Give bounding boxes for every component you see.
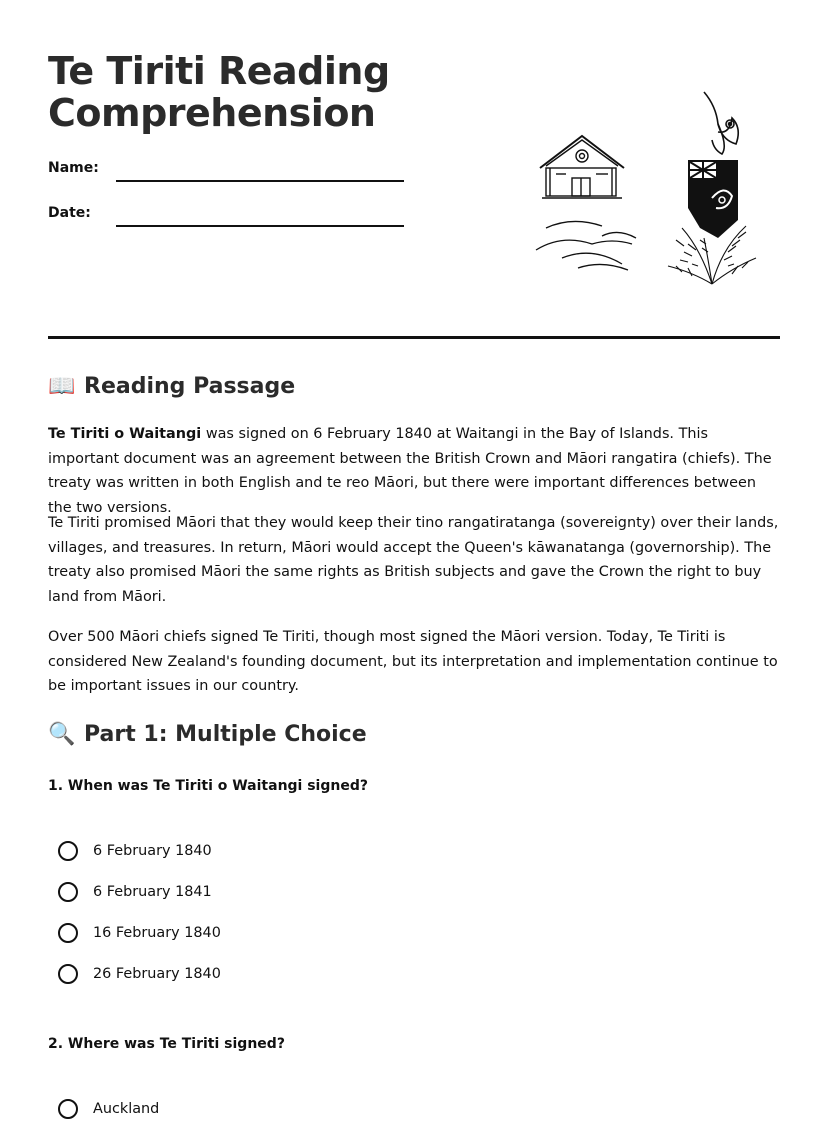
hills-icon [536,221,636,270]
radio-button[interactable] [58,923,78,943]
header-divider [48,336,780,339]
question-1: 1. When was Te Tiriti o Waitangi signed? [48,778,368,794]
q1-option-2[interactable] [58,879,212,905]
radio-button[interactable] [58,882,78,902]
question-2: 2. Where was Te Tiriti signed? [48,1036,285,1052]
q1-option-1[interactable] [58,838,212,864]
option-label: 16 February 1840 [93,925,221,941]
treaty-illustration [532,88,762,294]
date-label: Date: [48,205,91,221]
option-label: Auckland [93,1101,160,1117]
radio-button[interactable] [58,841,78,861]
reading-passage-heading [48,374,295,399]
name-field[interactable] [116,180,404,182]
passage-paragraph-1-text: was signed on 6 February 1840 at Waitangi in the Bay of Islands. This important document was an agreement between the British Crown and Māori rangatira (chiefs). The treaty was written in both English and te reo Māori, but there were important differences between the two versions. [48,426,772,516]
fern-icon [668,226,756,284]
radio-button[interactable] [58,964,78,984]
page-title: Te Tiriti Reading Comprehension [48,49,390,135]
option-label: 26 February 1840 [93,966,221,982]
passage-paragraph-2: Te Tiriti promised Māori that they would keep their tino rangatiratanga (sovereignty) over their lands, villages, and treasures. In return, Māori would accept the Queen's kāwanatanga (governorship). The treaty also promised Māori the same rights as British subjects and gave the Crown the right to buy land from Māori. [48,515,779,605]
q1-option-4[interactable] [58,961,221,987]
manaia-icon [704,92,738,154]
radio-button[interactable] [58,1099,78,1119]
q1-option-3[interactable] [58,920,221,946]
magnifying-glass-icon: 🔍 [48,722,76,747]
flag-icon [688,160,738,238]
date-field[interactable] [116,225,404,227]
meeting-house-icon [540,136,624,198]
option-label: 6 February 1841 [93,884,212,900]
option-label: 6 February 1840 [93,843,212,859]
name-label: Name: [48,160,99,176]
q2-option-1[interactable] [58,1096,159,1122]
open-book-icon: 📖 [48,374,76,399]
part1-heading [48,722,367,747]
part1-title: Part 1: Multiple Choice [84,722,367,747]
reading-passage-title: Reading Passage [84,374,296,399]
passage-paragraph-3: Over 500 Māori chiefs signed Te Tiriti, though most signed the Māori version. Today, Te Tiriti is considered New Zealand's founding document, but its interpretation and implementation continue to be important issues in our country. [48,629,778,695]
treaty-name-bold: Te Tiriti o Waitangi [48,426,202,442]
passage-paragraph-1 [48,422,780,520]
